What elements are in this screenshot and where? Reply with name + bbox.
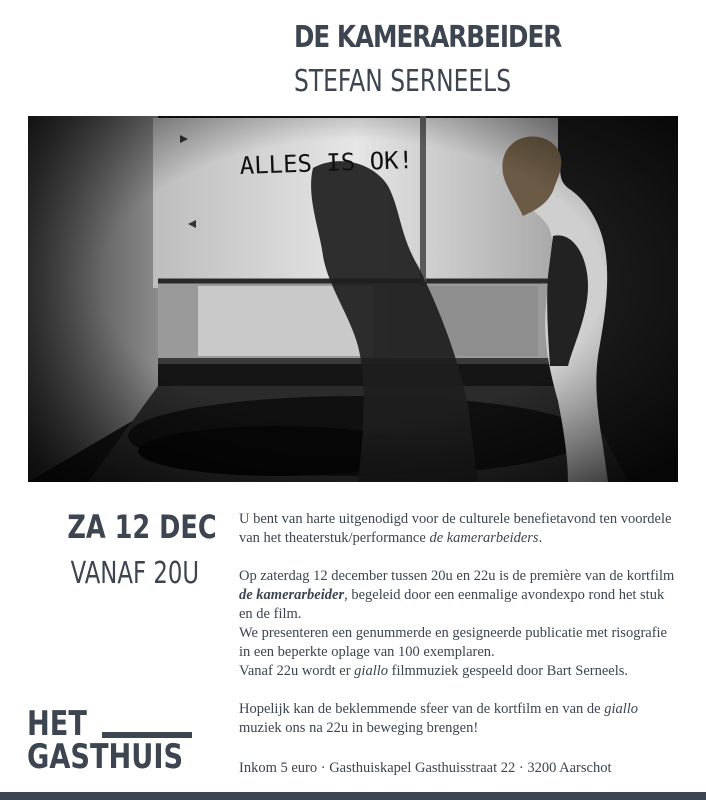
text-segment: . [538, 530, 543, 546]
logo-line-1: HET [27, 704, 87, 744]
program-line-publication: We presenteren een genummerde en gesigneerde publicatie met risografie in een beperkte oplage van 100 exemplaren. [239, 625, 667, 660]
text-segment: Hopelijk kan de beklemmende sfeer van de kortfilm en van de [239, 701, 605, 717]
invitation-text [239, 510, 679, 757]
event-title: DE KAMERARBEIDER [294, 20, 562, 55]
paragraph-program [239, 567, 679, 681]
event-time [30, 556, 200, 591]
program-line-music [239, 662, 679, 681]
text-segment: muziek ons na 22u in beweging brengen! [239, 720, 479, 736]
text-emphasis: giallo [354, 663, 389, 679]
paragraph-closing [239, 700, 679, 738]
paragraph-intro [239, 510, 679, 548]
film-still-photo [28, 116, 678, 482]
text-emphasis: de kamerarbeiders [429, 530, 539, 546]
artist-name: STEFAN SERNEELS [294, 64, 512, 99]
program-line-premiere [239, 567, 679, 624]
footer-info: Inkom 5 euro · Gasthuiskapel Gasthuisstraat 22 · 3200 Aarschot [239, 760, 612, 776]
text-segment: Vanaf 22u wordt er [239, 663, 355, 679]
text-emphasis: de kamerarbeider [239, 587, 345, 603]
event-date [30, 508, 217, 546]
text-emphasis: giallo [604, 701, 639, 717]
text-segment: Op zaterdag 12 december tussen 20u en 22u is de première van de kortfilm [239, 568, 675, 584]
logo-line-2: GASTHUIS [27, 737, 184, 777]
text-segment: U bent van harte uitgenodigd voor de culturele benefietavond ten voordele van het theaterstuk/performance [239, 511, 672, 546]
event-time-text: VANAF 20U [70, 556, 200, 591]
bottom-bar [0, 792, 706, 800]
event-date-text: ZA 12 DEC [67, 508, 217, 546]
text-segment: filmmuziek gespeeld door Bart Serneels. [388, 663, 629, 679]
text-segment: , begeleid door een eenmalige avondexpo rond het stuk en de film. [239, 587, 665, 622]
